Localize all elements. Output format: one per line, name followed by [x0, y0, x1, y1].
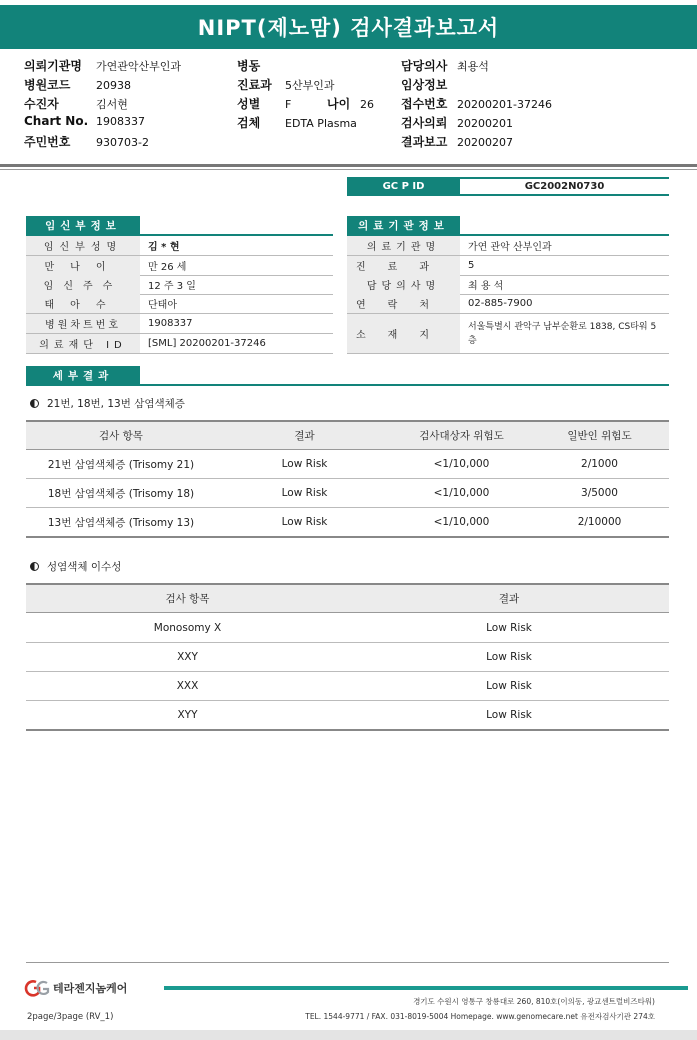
- company-name: 테라젠지놈케어: [53, 982, 128, 995]
- header-label: 의뢰기관명: [24, 59, 82, 73]
- sex-chrom-table: [26, 583, 669, 731]
- table-row: [26, 672, 669, 701]
- detail-section-tab: 세부결과: [26, 366, 140, 385]
- patient-row-label: 의료재단 ID: [26, 334, 140, 353]
- hospital-row-value: 서울특별시 관악구 남부순환로 1838, CS타워 5층: [468, 321, 657, 346]
- header-label: 검체: [237, 116, 261, 130]
- hospital-section-tab: 의료기관정보: [347, 216, 460, 235]
- patient-row: [26, 256, 333, 275]
- footer-address: 경기도 수원시 영통구 창룡대로 260, 810호(이의동, 광교센트럴비즈타워): [413, 997, 655, 1006]
- header-value: 1908337: [96, 115, 145, 128]
- row-separator: [26, 353, 333, 354]
- trisomy-table: [26, 420, 669, 538]
- page-number: 2page/3page (RV_1): [27, 1012, 114, 1022]
- hospital-row-value: 최 용 석: [468, 281, 504, 292]
- table-row: [26, 701, 669, 731]
- header-label: 결과보고: [401, 135, 448, 149]
- patient-row-value: 1908337: [148, 318, 193, 329]
- patient-section-tab: 임신부정보: [26, 216, 140, 235]
- report-title: NIPT(제노맘) 검사결과보고서: [0, 5, 697, 49]
- sex-chrom-heading-text: 성염색체 이수성: [47, 561, 122, 573]
- row-separator: [347, 353, 669, 354]
- hospital-row: [347, 275, 669, 294]
- table-row: [26, 450, 669, 479]
- detail-section-rule: [26, 384, 669, 386]
- table-header-row: [26, 583, 669, 613]
- patient-row-value: 김 * 현: [148, 242, 180, 253]
- patient-row: [26, 334, 333, 353]
- table-cell: 18번 삼염색체증 (Trisomy 18): [47, 487, 195, 500]
- header-col-2: [237, 57, 374, 133]
- patient-row-value: 만 26 세: [148, 262, 187, 273]
- table-cell: XXY: [177, 651, 198, 663]
- header-value: 20938: [96, 79, 131, 92]
- genome-logo-icon: [24, 979, 50, 997]
- header-label: 임상정보: [401, 78, 448, 92]
- patient-row-value: 12 주 3 일: [148, 281, 196, 292]
- hospital-row-value: 5: [468, 260, 475, 271]
- hospital-row: [347, 236, 669, 255]
- header-col-1: [24, 57, 181, 152]
- table-cell: Monosomy X: [153, 621, 222, 634]
- patient-row-label: 임신주수: [26, 275, 140, 294]
- half-circle-icon: [30, 562, 39, 571]
- header-label: 성별: [237, 97, 261, 111]
- sex-chrom-heading: [30, 559, 121, 574]
- header-value: 20200201-37246: [457, 98, 552, 111]
- header-label: Chart No.: [24, 114, 89, 128]
- company-logo: [24, 979, 127, 997]
- header-value: EDTA Plasma: [285, 117, 357, 130]
- footer-accent-bar: [164, 986, 688, 990]
- header-label: 주민번호: [24, 135, 71, 149]
- table-cell: <1/10,000: [433, 487, 490, 499]
- patient-row: [26, 275, 333, 294]
- hospital-row-value: 02-885-7900: [468, 298, 533, 309]
- table-cell: Low Risk: [486, 709, 532, 721]
- column-header: 검사 항목: [99, 430, 143, 442]
- header-value: 김서현: [96, 98, 128, 111]
- table-cell: 21번 삼염색체증 (Trisomy 21): [47, 458, 195, 471]
- header-divider-thin: [0, 169, 697, 170]
- header-label: 병원코드: [24, 78, 71, 92]
- trisomy-heading: [30, 396, 185, 411]
- hospital-row: [347, 314, 669, 353]
- column-header: 검사 항목: [165, 593, 210, 605]
- header-value: F: [285, 98, 292, 111]
- patient-row-label: 병원차트번호: [26, 314, 140, 333]
- patient-row-label: 태아수: [26, 294, 140, 313]
- patient-row: [26, 294, 333, 313]
- table-cell: 2/10000: [577, 516, 622, 528]
- table-cell: <1/10,000: [433, 458, 490, 470]
- table-cell: Low Risk: [281, 487, 328, 499]
- header-value: 930703-2: [96, 136, 149, 149]
- footer-contact: TEL. 1544-9771 / FAX. 031-8019-5004 Homepage. www.genomecare.net 유전자검사기관 274호: [305, 1012, 655, 1021]
- header-label: 병동: [237, 59, 261, 73]
- header-divider: [0, 164, 697, 167]
- trisomy-heading-text: 21번, 18번, 13번 삼염색체증: [47, 398, 185, 410]
- table-cell: XYY: [177, 709, 198, 721]
- hospital-row-label: 진료과: [347, 256, 460, 275]
- table-cell: Low Risk: [281, 458, 328, 470]
- hospital-row-label: 소재지: [347, 314, 460, 353]
- table-cell: 2/1000: [581, 458, 618, 470]
- table-header-row: [26, 420, 669, 450]
- header-label: 수진자: [24, 97, 59, 111]
- hospital-row: [347, 256, 669, 275]
- header-label: 검사의뢰: [401, 116, 448, 130]
- table-cell: Low Risk: [486, 621, 532, 634]
- header-value: 5산부인과: [285, 79, 335, 92]
- column-header: 일반인 위험도: [567, 430, 632, 442]
- header-label: 접수번호: [401, 97, 448, 111]
- header-value: 최용석: [457, 60, 489, 73]
- table-cell: Low Risk: [281, 516, 328, 528]
- patient-row-label: 임신부성명: [26, 236, 140, 255]
- footer-divider: [26, 962, 669, 963]
- patient-row-value: [SML] 20200201-37246: [148, 338, 266, 349]
- header-label: 담당의사: [401, 59, 448, 73]
- table-cell: 3/5000: [581, 487, 618, 499]
- patient-row: [26, 314, 333, 333]
- table-cell: XXX: [176, 680, 199, 692]
- header-value: 20200207: [457, 136, 513, 149]
- header-label: 진료과: [237, 78, 272, 92]
- header-col-3: [401, 57, 552, 152]
- hospital-row-label: 연락처: [347, 294, 460, 313]
- patient-row-label: 만나이: [26, 256, 140, 275]
- half-circle-icon: [30, 399, 39, 408]
- gcp-id-value: GC2002N0730: [460, 177, 669, 196]
- column-header: 결과: [498, 593, 520, 605]
- patient-row-value: 단태아: [148, 300, 177, 311]
- table-cell: 13번 삼염색체증 (Trisomy 13): [47, 516, 195, 529]
- table-row: [26, 479, 669, 508]
- hospital-row-label: 담당의사명: [347, 275, 460, 294]
- header-value: 20200201: [457, 117, 513, 130]
- table-cell: <1/10,000: [433, 516, 490, 528]
- gcp-id-label: GC P ID: [347, 177, 460, 196]
- table-row: [26, 508, 669, 538]
- hospital-row-value: 가연 관악 산부인과: [468, 242, 552, 253]
- hospital-row: [347, 294, 669, 313]
- age-value: 26: [360, 98, 374, 111]
- column-header: 검사대상자 위험도: [419, 430, 504, 442]
- table-row: [26, 613, 669, 643]
- column-header: 결과: [294, 430, 315, 442]
- patient-row: [26, 236, 333, 255]
- hospital-row-label: 의료기관명: [347, 236, 460, 255]
- table-row: [26, 643, 669, 672]
- table-cell: Low Risk: [486, 651, 532, 663]
- table-cell: Low Risk: [486, 680, 532, 692]
- page-bottom-margin: [0, 1030, 697, 1040]
- header-value: 가연관악산부인과: [96, 60, 182, 73]
- age-label: 나이: [327, 97, 351, 111]
